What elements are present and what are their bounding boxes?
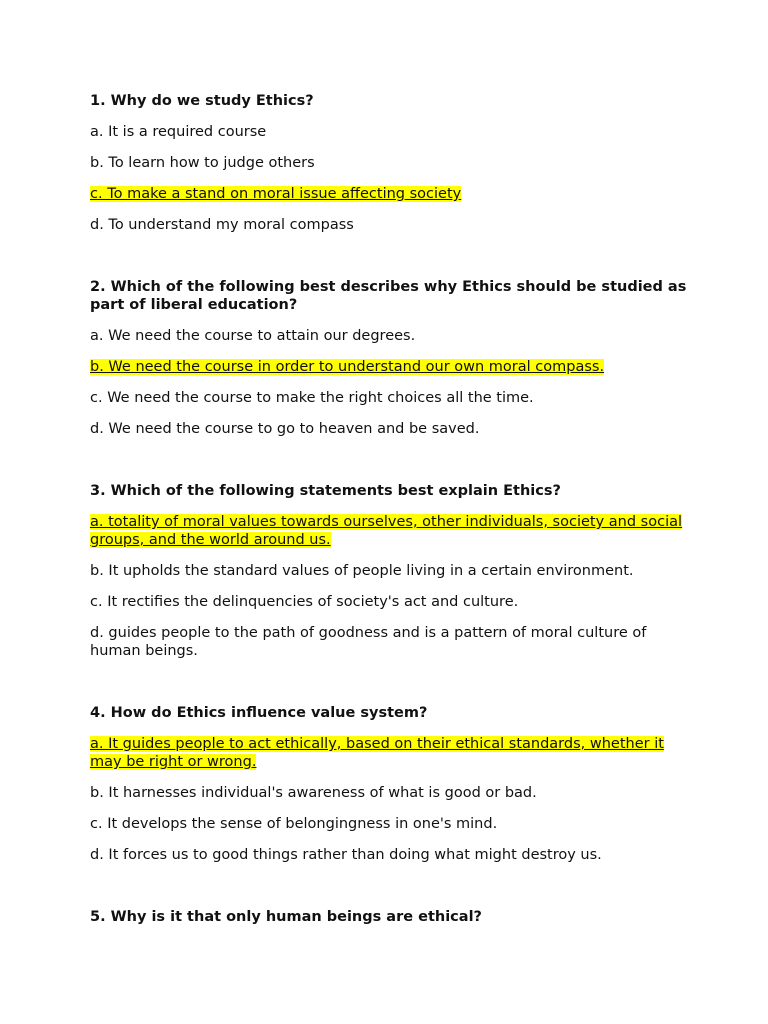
question-text: 1. Why do we study Ethics? [90,93,314,109]
answer-option [90,420,690,438]
answer-option-text: d. We need the course to go to heaven and be saved. [90,421,480,437]
quiz-document [90,92,690,970]
answer-option [90,562,690,580]
answer-option-text: b. It harnesses individual's awareness of what is good or bad. [90,785,537,801]
highlighted-answer-option [90,735,690,771]
question-1 [90,92,690,234]
question-text: 2. Which of the following best describes why Ethics should be studied as part of liberal education? [90,279,687,313]
answer-option-text: a. It guides people to act ethically, based on their ethical standards, whether it may be right or wrong. [90,736,664,770]
answer-option-text: a. We need the course to attain our degrees. [90,328,416,344]
answer-option [90,389,690,407]
highlighted-answer-option [90,185,690,203]
question-text: 4. How do Ethics influence value system? [90,705,428,721]
question-2 [90,278,690,438]
highlighted-answer-option [90,513,690,549]
answer-option-text: c. It rectifies the delinquencies of society's act and culture. [90,594,519,610]
answer-option [90,846,690,864]
question-3 [90,482,690,660]
answer-option-text: a. It is a required course [90,124,267,140]
answer-option [90,624,690,660]
answer-option-text: d. guides people to the path of goodness and is a pattern of moral culture of human beings. [90,625,647,659]
answer-option-text: c. We need the course to make the right choices all the time. [90,390,534,406]
answer-option-text: c. To make a stand on moral issue affecting society [90,186,462,202]
answer-option-text: a. totality of moral values towards ourselves, other individuals, society and social groups, and the world around us. [90,514,683,548]
answer-option [90,154,690,172]
answer-option-text: c. It develops the sense of belongingness in one's mind. [90,816,498,832]
answer-option-text: b. We need the course in order to understand our own moral compass. [90,359,605,375]
answer-option [90,327,690,345]
answer-option [90,784,690,802]
answer-option-text: d. It forces us to good things rather than doing what might destroy us. [90,847,602,863]
answer-option [90,815,690,833]
answer-option [90,123,690,141]
question-text: 3. Which of the following statements best explain Ethics? [90,483,561,499]
answer-option-text: b. To learn how to judge others [90,155,315,171]
highlighted-answer-option [90,358,690,376]
answer-option [90,593,690,611]
answer-option [90,216,690,234]
answer-option-text: d. To understand my moral compass [90,217,354,233]
question-5 [90,908,690,926]
answer-option-text: b. It upholds the standard values of people living in a certain environment. [90,563,634,579]
question-4 [90,704,690,864]
question-text: 5. Why is it that only human beings are ethical? [90,909,482,925]
